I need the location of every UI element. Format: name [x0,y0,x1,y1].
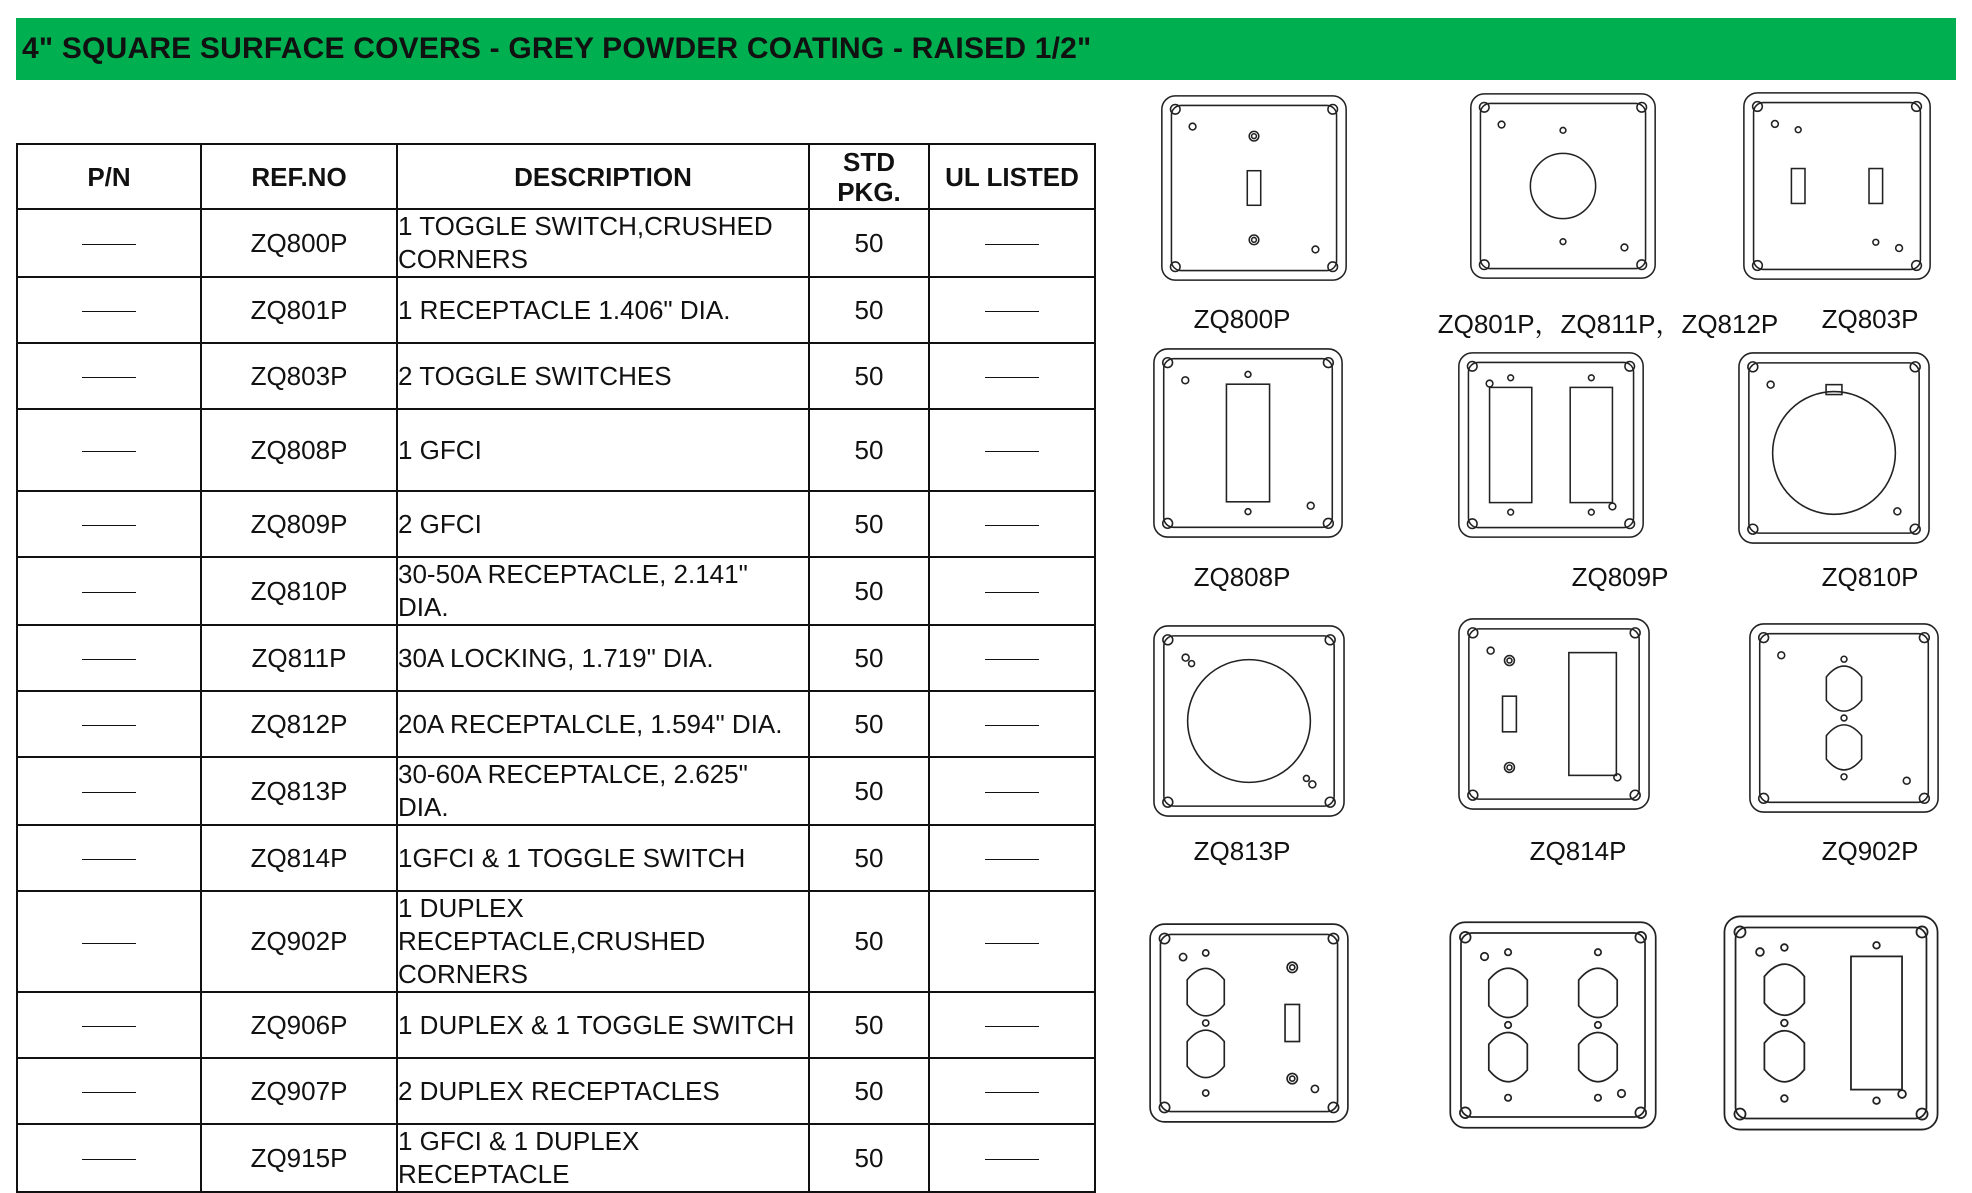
cover-caption: ZQ800P [1193,304,1291,334]
description-line: RECEPTACLE,CRUSHED [398,926,706,956]
description-line: 1 TOGGLE SWITCH,CRUSHED [398,211,773,241]
cell-description [397,625,809,691]
header-description: DESCRIPTION [397,144,809,209]
cell-std-pkg: 50 [809,491,929,557]
empty-dash [82,1159,136,1160]
cell-description [397,343,809,409]
empty-dash [82,592,136,593]
header-pkg: PKG. [837,176,901,207]
empty-dash [82,659,136,660]
empty-dash [985,659,1039,660]
cell-std-pkg: 50 [809,1058,929,1124]
cover-drawings [1140,82,1960,1162]
header-std-pkg [809,144,929,209]
empty-dash [82,1092,136,1093]
cell-pn [17,625,201,691]
table-header-row [17,144,1095,209]
cell-std-pkg: 50 [809,825,929,891]
cell-description [397,277,809,343]
cell-ref: ZQ800P [201,209,397,277]
cell-std-pkg: 50 [809,691,929,757]
table-row [17,691,1095,757]
cell-description [397,491,809,557]
table-row [17,992,1095,1058]
table-row [17,625,1095,691]
cover-caption: ZQ809P [1571,562,1669,592]
cell-ref: ZQ808P [201,409,397,491]
table-row [17,757,1095,825]
cover-caption: ZQ902P [1821,836,1919,866]
empty-dash [985,943,1039,944]
cover-plate-toggle-gfci [1455,615,1653,813]
section-title: 4" SQUARE SURFACE COVERS - GREY POWDER COATING - RAISED 1/2" [22,32,1092,65]
cell-ul-listed [929,757,1095,825]
cover-caption: ZQ814P [1529,836,1627,866]
empty-dash [985,244,1039,245]
empty-dash [985,377,1039,378]
description-line: 30-50A RECEPTACLE, 2.141" [398,559,748,589]
empty-dash [985,1092,1039,1093]
cell-description [397,1058,809,1124]
cover-plate-round-small [1467,88,1659,284]
section-banner [16,18,1956,80]
cell-description [397,1124,809,1192]
cell-pn [17,992,201,1058]
cover-caption: ZQ813P [1193,836,1291,866]
cell-pn [17,409,201,491]
cell-description [397,891,809,992]
cell-ref: ZQ902P [201,891,397,992]
cover-plate-toggle [1157,92,1351,284]
description-line: 1 DUPLEX [398,893,524,923]
cell-ref: ZQ809P [201,491,397,557]
cell-ref: ZQ803P [201,343,397,409]
cell-ref: ZQ813P [201,757,397,825]
table-row [17,1124,1095,1192]
empty-dash [985,1026,1039,1027]
cell-ul-listed [929,1124,1095,1192]
cell-pn [17,277,201,343]
cell-ref: ZQ811P [201,625,397,691]
cell-ul-listed [929,1058,1095,1124]
description-line: 2 GFCI [398,508,482,539]
cover-caption: ZQ801P，ZQ811P，ZQ812P [1437,309,1779,339]
cover-plate-gfci-duplex [1720,912,1942,1134]
empty-dash [985,592,1039,593]
cell-std-pkg: 50 [809,277,929,343]
cover-plate-gfci [1150,345,1346,541]
empty-dash [985,451,1039,452]
cell-std-pkg: 50 [809,891,929,992]
cell-ul-listed [929,343,1095,409]
cover-plate-toggle-2 [1740,88,1934,284]
cell-pn [17,891,201,992]
cell-description [397,757,809,825]
empty-dash [82,525,136,526]
description-line: 30A LOCKING, 1.719" DIA. [398,642,714,673]
empty-dash [985,725,1039,726]
empty-dash [985,859,1039,860]
cell-pn [17,1124,201,1192]
cover-plate-round-xl [1150,622,1348,820]
empty-dash [985,792,1039,793]
empty-dash [82,725,136,726]
cover-plate-duplex [1745,620,1943,816]
empty-dash [985,1159,1039,1160]
cell-description [397,992,809,1058]
header-ref: REF.NO [201,144,397,209]
cell-description [397,409,809,491]
table-row [17,1058,1095,1124]
header-pn: P/N [17,144,201,209]
cover-plate-gfci-2 [1455,348,1647,542]
description-line: CORNERS [398,244,529,274]
cell-ref: ZQ810P [201,557,397,625]
header-std: STD [843,146,895,177]
cover-plate-round-large-key [1735,348,1933,548]
description-line: DIA. [398,592,449,622]
empty-dash [985,311,1039,312]
cell-description [397,825,809,891]
cell-std-pkg: 50 [809,209,929,277]
cell-std-pkg: 50 [809,625,929,691]
cell-description [397,557,809,625]
cell-ul-listed [929,491,1095,557]
cell-ul-listed [929,625,1095,691]
cell-ref: ZQ915P [201,1124,397,1192]
empty-dash [82,311,136,312]
description-line: DIA. [398,792,449,822]
cell-pn [17,691,201,757]
cell-ul-listed [929,992,1095,1058]
spec-table [16,143,1096,1193]
table-row [17,277,1095,343]
empty-dash [82,1026,136,1027]
empty-dash [985,525,1039,526]
cell-ref: ZQ812P [201,691,397,757]
empty-dash [82,377,136,378]
empty-dash [82,451,136,452]
cover-plate-duplex-toggle [1146,912,1352,1134]
cell-description [397,691,809,757]
table-row [17,491,1095,557]
description-line: 1 GFCI [398,434,482,465]
description-line: 1GFCI & 1 TOGGLE SWITCH [398,842,746,873]
cell-ul-listed [929,277,1095,343]
cell-pn [17,557,201,625]
description-line: 20A RECEPTALCLE, 1.594" DIA. [398,708,783,739]
description-line: 1 DUPLEX & 1 TOGGLE SWITCH [398,1009,795,1040]
description-line: CORNERS [398,959,529,989]
cover-caption: ZQ808P [1193,562,1291,592]
empty-dash [82,859,136,860]
cell-std-pkg: 50 [809,557,929,625]
table-row [17,343,1095,409]
cell-ul-listed [929,825,1095,891]
cell-std-pkg: 50 [809,757,929,825]
cell-pn [17,491,201,557]
header-ul-listed: UL LISTED [929,144,1095,209]
description-line: 30-60A RECEPTALCE, 2.625" [398,759,748,789]
table-row [17,825,1095,891]
cell-description [397,209,809,277]
empty-dash [82,943,136,944]
description-line: 2 DUPLEX RECEPTACLES [398,1075,720,1106]
description-line: RECEPTACLE [398,1159,570,1189]
cell-pn [17,825,201,891]
cell-ref: ZQ907P [201,1058,397,1124]
cell-ref: ZQ814P [201,825,397,891]
table-row [17,891,1095,992]
cell-ul-listed [929,557,1095,625]
cell-ref: ZQ906P [201,992,397,1058]
cell-ul-listed [929,209,1095,277]
cover-plate-duplex-2 [1446,915,1660,1135]
description-line: 2 TOGGLE SWITCHES [398,360,672,391]
cell-std-pkg: 50 [809,343,929,409]
cell-pn [17,1058,201,1124]
cell-ul-listed [929,409,1095,491]
cell-pn [17,343,201,409]
description-line: 1 RECEPTACLE 1.406" DIA. [398,294,731,325]
cell-std-pkg: 50 [809,409,929,491]
cover-caption: ZQ803P [1821,304,1919,334]
cell-pn [17,757,201,825]
table-row [17,409,1095,491]
table-row [17,209,1095,277]
cell-ul-listed [929,691,1095,757]
empty-dash [82,244,136,245]
cell-ul-listed [929,891,1095,992]
empty-dash [82,792,136,793]
cell-std-pkg: 50 [809,992,929,1058]
table-row [17,557,1095,625]
cover-caption: ZQ810P [1821,562,1919,592]
cell-ref: ZQ801P [201,277,397,343]
description-line: 1 GFCI & 1 DUPLEX [398,1126,640,1156]
cell-pn [17,209,201,277]
cell-std-pkg: 50 [809,1124,929,1192]
